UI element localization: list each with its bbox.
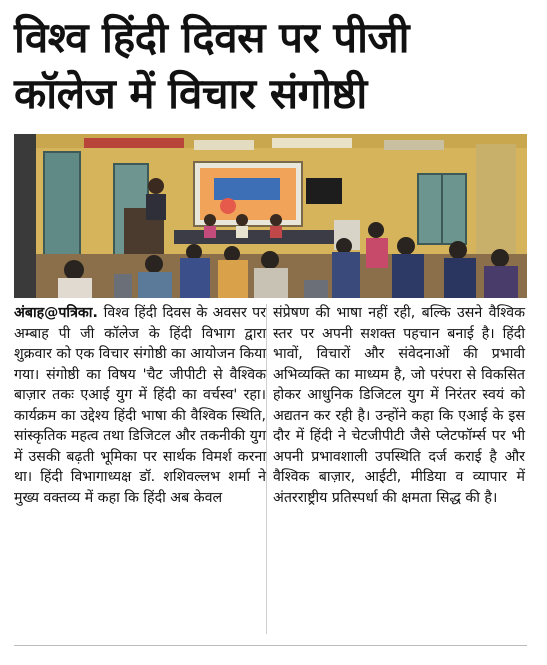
article-body-part-2: संप्रेषण की भाषा नहीं रही, बल्कि उसने वैश्विक स्तर पर अपनी सशक्त पहचान बनाई है। हिंदी भावों, विचारों और संवेदनाओं की प्रभावी अभिव्यक्ति का माध्यम है, जो परंपरा से विकसित होकर आधुनिक डिजिटल युग में निरंतर स्वयं को अद्यतन कर रही है। उन्होंने कहा कि एआई के इस दौर में हिंदी ने चेटजीपीटी जैसे प्लेटफॉर्म्स पर भी अपनी प्रभावशाली उपस्थिति दर्ज कराई है और वैश्विक बाज़ार, आईटी, मीडिया व व्यापार में अंतरराष्ट्रीय प्रतिस्पर्धा की क्षमता सिद्ध की है। [273, 305, 525, 506]
headline-line-1: विश्व हिंदी दिवस पर पीजी [14, 13, 410, 62]
dateline: अंबाह@पत्रिका. [14, 305, 104, 321]
news-photo [14, 134, 527, 298]
headline-line-2: कॉलेज में विचार संगोष्ठी [14, 69, 367, 118]
article-body-part-1: विश्व हिंदी दिवस के अवसर पर अम्बाह पी जी कॉलेज के हिंदी विभाग द्वारा शुक्रवार को एक विचार संगोष्ठी का आयोजन किया गया। संगोष्ठी का विषय 'चैट जीपीटी से वैश्विक बाज़ार तकः एआई युग में हिंदी का वर्चस्व' रहा। कार्यक्रम का उद्देश्य हिंदी भाषा की वैश्विक स्थिति, सांस्कृतिक महत्व तथा डिजिटल और तकनीकी युग में उसकी बढ़ती भूमिका पर सार्थक विमर्श करना था। हिंदी विभागाध्यक्ष डॉ. शशिवल्लभ शर्मा ने मुख्य वक्तव्य में कहा कि हिंदी अब केवल [14, 305, 266, 506]
article-column-1 [14, 303, 266, 508]
bottom-rule [14, 645, 527, 646]
seminar-photo-illustration [14, 134, 527, 298]
article-column-2 [273, 303, 525, 508]
column-divider [266, 304, 267, 634]
headline [14, 10, 534, 122]
